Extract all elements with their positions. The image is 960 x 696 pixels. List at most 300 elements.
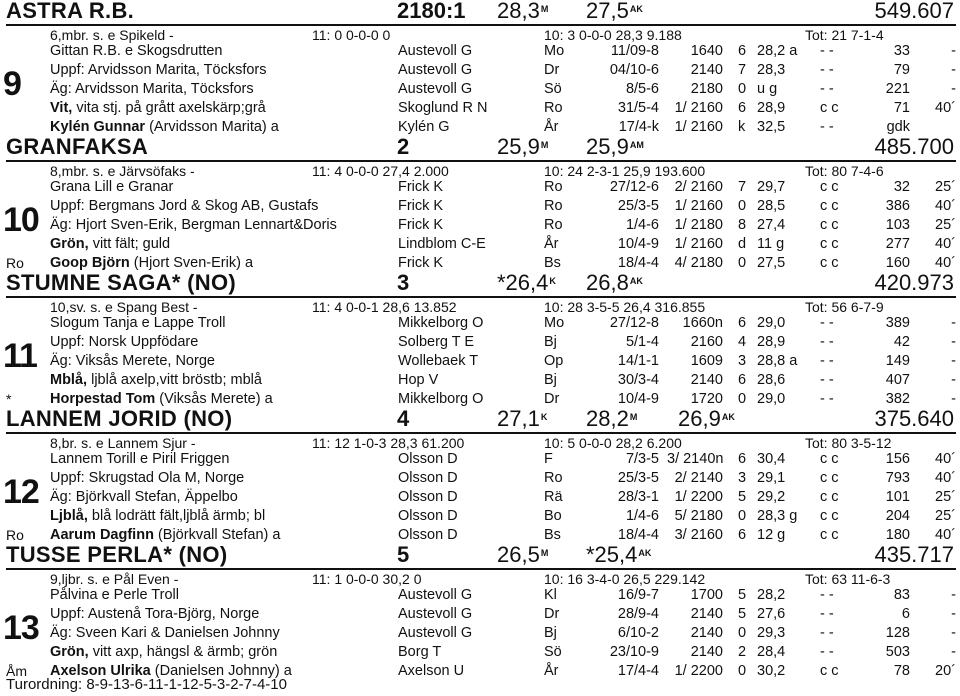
race-line (0, 333, 960, 352)
info-plain: Uppf: Skrugstad Ola M, Norge (50, 470, 245, 486)
finish-position: k (738, 119, 746, 135)
race-distance: 3/ 2160 (674, 527, 723, 543)
record-record2 (586, 542, 651, 567)
race-distance: 1640 (690, 43, 723, 59)
driver-name: Frick K (398, 217, 444, 233)
info-plain: Äg: Arvidsson Marita, Töcksfors (50, 81, 254, 97)
race-line (0, 235, 960, 254)
record-type: M (540, 4, 549, 14)
race-distance: 1/ 2160 (674, 198, 723, 214)
track-code: Bj (544, 625, 557, 641)
track-code: F (544, 451, 553, 467)
race-line (0, 586, 960, 605)
race-distance: 1/ 2200 (674, 489, 723, 505)
shoe-flag: - - (820, 119, 834, 135)
info-rest: vitt fält; guld (88, 236, 171, 252)
shoe-flag: c c (820, 198, 839, 214)
record-type: K (549, 276, 556, 286)
record-type: K (540, 412, 548, 422)
finish-position: 6 (738, 315, 747, 331)
race-date: 7/3-5 (625, 451, 659, 467)
finish-position: 0 (738, 508, 747, 524)
km-time: 27,4 (757, 217, 786, 233)
driver-name: Olsson D (398, 527, 458, 543)
info-text (50, 178, 173, 197)
race-date: 25/3-5 (617, 198, 659, 214)
race-distance: 1609 (690, 353, 723, 369)
prize-money: 40´ (935, 236, 956, 252)
info-text (50, 61, 267, 80)
record-type: M (540, 140, 549, 150)
odds-value: 277 (885, 236, 910, 252)
prize-money: 40´ (935, 451, 956, 467)
record-value: 25,9 (497, 134, 540, 159)
km-time: 27,6 (757, 606, 786, 622)
horse-description: 8,br. s. e Lannem Sjur - (50, 435, 196, 451)
finish-position: 7 (738, 179, 747, 195)
prev-year-stats: 10: 24 2-3-1 25,9 193.600 (544, 163, 706, 179)
info-text (50, 235, 170, 254)
odds-value: 407 (885, 372, 910, 388)
driver-name: Axelson U (398, 663, 465, 679)
odds-value: 128 (885, 625, 910, 641)
race-date: 27/12-6 (609, 179, 659, 195)
finish-position: 6 (738, 451, 747, 467)
race-distance: 3/ 2140n (667, 451, 724, 467)
shoe-flag: - - (820, 81, 834, 97)
record-value: 28,3 (497, 0, 540, 23)
km-time: 29,2 (757, 489, 786, 505)
prize-money: - (951, 62, 956, 78)
start-number: 12 (3, 473, 39, 511)
total-stats: Tot: 21 7-1-4 (805, 27, 884, 43)
start-order-footer: Turordning: 8-9-13-6-11-1-12-5-3-2-7-4-10 (6, 676, 287, 693)
driver-name: Austevoll G (398, 587, 473, 603)
record-value: 27,1 (497, 406, 540, 431)
race-distance: 1/ 2160 (674, 100, 723, 116)
finish-position: 5 (738, 489, 747, 505)
race-distance: 1700 (690, 587, 723, 603)
prize-money: 25´ (935, 179, 956, 195)
start-distance: 2 (397, 134, 410, 159)
km-time: 32,5 (757, 119, 786, 135)
shoe-flag: c c (820, 255, 839, 271)
shoe-flag: - - (820, 625, 834, 641)
track-code: Ro (544, 179, 563, 195)
prev-year-stats: 10: 16 3-4-0 26,5 229.142 (544, 571, 706, 587)
track-code: Kl (544, 587, 557, 603)
race-distance: 5/ 2180 (674, 508, 723, 524)
track-code: Ro (544, 198, 563, 214)
info-rest: blå lodrätt fält,ljblå ärmb; bl (87, 508, 266, 524)
year-stats: 11: 0 0-0-0 0 (312, 27, 391, 43)
horse-description: 6,mbr. s. e Spikeld - (50, 27, 174, 43)
record-type: M (629, 412, 638, 422)
track-code: År (544, 663, 559, 679)
start-number: 10 (3, 201, 39, 239)
race-distance: 1/ 2160 (674, 119, 723, 135)
driver-name: Mikkelborg O (398, 315, 484, 331)
prize-money: - (951, 81, 956, 97)
driver-name: Hop V (398, 372, 439, 388)
horse-name: LANNEM JORID (NO) (6, 406, 233, 431)
prev-year-stats: 10: 5 0-0-0 28,2 6.200 (544, 435, 682, 451)
shoe-flag: - - (820, 391, 834, 407)
finish-position: 7 (738, 62, 747, 78)
info-bold: Mblå, (50, 372, 88, 388)
race-line (0, 61, 960, 80)
race-line (0, 450, 960, 469)
info-text (50, 197, 318, 216)
prize-money: 25´ (935, 489, 956, 505)
record-record1 (497, 134, 548, 159)
info-text (50, 42, 222, 61)
info-rest: (Arvidsson Marita) a (145, 119, 279, 135)
race-date: 1/4-6 (625, 508, 659, 524)
finish-position: 2 (738, 644, 747, 660)
entry-header (0, 542, 960, 567)
race-date: 11/09-8 (610, 43, 659, 59)
km-time: 29,0 (757, 391, 786, 407)
entry-header (0, 270, 960, 295)
track-code: Ro (544, 470, 563, 486)
race-line (0, 99, 960, 118)
race-line (0, 507, 960, 526)
info-text (50, 624, 280, 643)
shoe-flag: - - (820, 315, 834, 331)
info-text (50, 80, 254, 99)
points-total: 485.700 (874, 134, 954, 159)
record-record2 (586, 270, 643, 295)
shoe-flag: c c (820, 217, 839, 233)
prize-money: 40´ (935, 255, 956, 271)
info-rest: (Björkvall Stefan) a (153, 527, 281, 543)
info-text (50, 352, 215, 371)
odds-value: 156 (885, 451, 910, 467)
race-line (0, 605, 960, 624)
race-date: 25/3-5 (617, 470, 659, 486)
prize-money: 40´ (935, 470, 956, 486)
shoe-flag: - - (820, 644, 834, 660)
record-type: AK (638, 548, 652, 558)
race-date: 18/4-4 (617, 527, 659, 543)
prize-money: 25´ (935, 217, 956, 233)
race-line (0, 488, 960, 507)
entry-header (0, 0, 960, 23)
race-distance: 2/ 2160 (674, 179, 723, 195)
row-marker: * (6, 391, 12, 407)
year-stats: 11: 4 0-0-1 28,6 13.852 (312, 299, 457, 315)
record-value: *26,4 (497, 270, 549, 295)
info-plain: Äg: Sveen Kari & Danielsen Johnny (50, 625, 280, 641)
shoe-flag: c c (820, 100, 839, 116)
info-bold: Goop Björn (50, 255, 130, 271)
driver-name: Austevoll G (398, 62, 473, 78)
prize-money: - (951, 587, 956, 603)
total-stats: Tot: 80 3-5-12 (805, 435, 892, 451)
finish-position: 5 (738, 606, 747, 622)
points-total: 375.640 (874, 406, 954, 431)
record-record1 (497, 0, 548, 23)
driver-name: Austevoll G (398, 625, 473, 641)
km-time: 30,4 (757, 451, 786, 467)
race-distance: 1/ 2160 (674, 236, 723, 252)
shoe-flag: c c (820, 179, 839, 195)
driver-name: Olsson D (398, 489, 458, 505)
record-value: 28,2 (586, 406, 629, 431)
prev-year-stats: 10: 3 0-0-0 28,3 9.188 (544, 27, 682, 43)
record-value: 26,5 (497, 542, 540, 567)
info-text (50, 586, 179, 605)
info-bold: Vit, (50, 100, 73, 116)
finish-position: 0 (738, 391, 747, 407)
info-bold: Horpestad Tom (50, 391, 156, 407)
record-type: AK (629, 4, 643, 14)
driver-name: Skoglund R N (398, 100, 488, 116)
year-stats: 11: 12 1-0-3 28,3 61.200 (312, 435, 465, 451)
race-date: 6/10-2 (617, 625, 659, 641)
race-date: 28/9-4 (617, 606, 659, 622)
odds-value: 386 (885, 198, 910, 214)
finish-position: 0 (738, 81, 747, 97)
info-bold: Grön, (50, 236, 89, 252)
info-text (50, 216, 337, 235)
race-distance: 4/ 2180 (674, 255, 723, 271)
info-rest: vita stj. på grått axelskärp;grå (72, 100, 266, 116)
info-plain: Uppf: Bergmans Jord & Skog AB, Gustafs (50, 198, 319, 214)
info-rest: (Viksås Merete) a (155, 391, 273, 407)
header-rule (6, 160, 956, 162)
row-marker: Ro (6, 527, 24, 543)
shoe-flag: c c (820, 527, 839, 543)
finish-position: 3 (738, 353, 747, 369)
horse-description: 10,sv. s. e Spang Best - (50, 299, 198, 315)
info-rest: (Danielsen Johnny) a (150, 663, 292, 679)
finish-position: d (738, 236, 747, 252)
race-date: 14/1-1 (617, 353, 659, 369)
prize-money: - (951, 372, 956, 388)
points-total: 435.717 (874, 542, 954, 567)
finish-position: 0 (738, 625, 747, 641)
race-line (0, 371, 960, 390)
track-code: Bs (544, 255, 561, 271)
prize-money: - (951, 606, 956, 622)
prize-money: - (951, 391, 956, 407)
shoe-flag: c c (820, 489, 839, 505)
prize-money: 25´ (935, 508, 956, 524)
year-stats: 11: 4 0-0-0 27,4 2.000 (312, 163, 449, 179)
driver-name: Olsson D (398, 451, 458, 467)
race-line (0, 352, 960, 371)
driver-name: Mikkelborg O (398, 391, 484, 407)
km-time: 29,1 (757, 470, 786, 486)
total-stats: Tot: 63 11-6-3 (805, 571, 891, 587)
prize-money: - (951, 625, 956, 641)
driver-name: Kylén G (398, 119, 450, 135)
race-distance: 2180 (690, 81, 723, 97)
race-date: 31/5-4 (617, 100, 659, 116)
horse-name: TUSSE PERLA* (NO) (6, 542, 228, 567)
race-line (0, 42, 960, 61)
track-code: Dr (544, 391, 560, 407)
race-distance: 1720 (690, 391, 723, 407)
record-type: AK (721, 412, 735, 422)
race-distance: 2140 (690, 372, 723, 388)
prize-money: - (951, 353, 956, 369)
info-bold: Ljblå, (50, 508, 88, 524)
info-text (50, 488, 238, 507)
race-distance: 1/ 2200 (674, 663, 723, 679)
race-line (0, 624, 960, 643)
race-line (0, 314, 960, 333)
driver-name: Olsson D (398, 470, 458, 486)
shoe-flag: c c (820, 663, 839, 679)
driver-name: Wollebaek T (398, 353, 479, 369)
start-distance: 2180:1 (397, 0, 466, 23)
track-code: År (544, 236, 559, 252)
race-date: 16/9-7 (617, 587, 659, 603)
info-text (50, 643, 277, 662)
record-value: 26,8 (586, 270, 629, 295)
info-plain: Uppf: Norsk Uppfödare (50, 334, 199, 350)
record-type: AK (629, 276, 643, 286)
total-stats: Tot: 80 7-4-6 (805, 163, 884, 179)
prize-money: - (951, 43, 956, 59)
info-text (50, 469, 244, 488)
shoe-flag: - - (820, 43, 834, 59)
start-distance: 5 (397, 542, 410, 567)
finish-position: 3 (738, 470, 747, 486)
finish-position: 8 (738, 217, 747, 233)
horse-description: 9,ljbr. s. e Pål Even - (50, 571, 179, 587)
km-time: 28,8 a (757, 353, 798, 369)
race-date: 10/4-9 (617, 391, 659, 407)
race-line (0, 216, 960, 235)
odds-value: 503 (885, 644, 910, 660)
track-code: Sö (544, 81, 562, 97)
prize-money: - (951, 334, 956, 350)
shoe-flag: - - (820, 372, 834, 388)
prize-money: - (951, 315, 956, 331)
info-plain: Pålvina e Perle Troll (50, 587, 179, 603)
km-time: 28,5 (757, 198, 786, 214)
info-plain: Lannem Torill e Piril Friggen (50, 451, 230, 467)
info-plain: Äg: Hjort Sven-Erik, Bergman Lennart&Doris (50, 217, 337, 233)
record-type: M (540, 548, 549, 558)
race-date: 30/3-4 (617, 372, 659, 388)
info-plain: Uppf: Arvidsson Marita, Töcksfors (50, 62, 267, 78)
km-time: 28,4 (757, 644, 786, 660)
info-text (50, 314, 225, 333)
race-date: 18/4-4 (617, 255, 659, 271)
track-code: Bj (544, 334, 557, 350)
race-date: 17/4-4 (617, 663, 659, 679)
finish-position: 0 (738, 663, 747, 679)
info-text (50, 371, 262, 390)
race-distance: 2/ 2140 (674, 470, 723, 486)
prev-year-stats: 10: 28 3-5-5 26,4 316.855 (544, 299, 706, 315)
shoe-flag: c c (820, 236, 839, 252)
odds-value: 83 (893, 587, 910, 603)
finish-position: 6 (738, 43, 747, 59)
track-code: Op (544, 353, 564, 369)
points-total: 549.607 (874, 0, 954, 23)
finish-position: 0 (738, 198, 747, 214)
km-time: 28,3 (757, 62, 786, 78)
record-record2 (586, 406, 637, 431)
shoe-flag: - - (820, 606, 834, 622)
race-date: 17/4-k (618, 119, 659, 135)
km-time: 28,6 (757, 372, 786, 388)
km-time: 28,9 (757, 334, 786, 350)
driver-name: Solberg T E (398, 334, 475, 350)
race-line (0, 178, 960, 197)
info-plain: Slogum Tanja e Lappe Troll (50, 315, 226, 331)
horse-name: ASTRA R.B. (6, 0, 135, 23)
driver-name: Lindblom C-E (398, 236, 486, 252)
info-rest: (Hjort Sven-Erik) a (129, 255, 254, 271)
race-distance: 2140 (690, 644, 723, 660)
odds-value: 79 (893, 62, 910, 78)
race-date: 28/3-1 (617, 489, 659, 505)
odds-value: 101 (885, 489, 910, 505)
finish-position: 6 (738, 527, 747, 543)
km-time: 27,5 (757, 255, 786, 271)
record-value: *25,4 (586, 542, 638, 567)
track-code: Bs (544, 527, 561, 543)
horse-description: 8,mbr. s. e Järvsöfaks - (50, 163, 195, 179)
track-code: Mo (544, 315, 565, 331)
record-type: AM (629, 140, 644, 150)
race-date: 1/4-6 (625, 217, 659, 233)
track-code: Dr (544, 606, 560, 622)
year-stats: 11: 1 0-0-0 30,2 0 (312, 571, 422, 587)
info-bold: Aarum Dagfinn (50, 527, 154, 543)
record-record2 (586, 0, 643, 23)
shoe-flag: - - (820, 62, 834, 78)
km-time: u g (757, 81, 778, 97)
odds-value: 32 (893, 179, 910, 195)
race-line (0, 197, 960, 216)
record-value: 26,9 (678, 406, 721, 431)
finish-position: 6 (738, 372, 747, 388)
driver-name: Austevoll G (398, 43, 473, 59)
info-text (50, 99, 266, 118)
driver-name: Frick K (398, 255, 444, 271)
odds-value: 42 (893, 334, 910, 350)
prize-money: 40´ (935, 527, 956, 543)
total-stats: Tot: 56 6-7-9 (805, 299, 884, 315)
record-record2 (586, 134, 644, 159)
odds-value: 103 (885, 217, 910, 233)
odds-value: 221 (885, 81, 910, 97)
track-code: Bj (544, 372, 557, 388)
driver-name: Austevoll G (398, 606, 473, 622)
race-line (0, 80, 960, 99)
entry-header (0, 134, 960, 159)
km-time: 11 g (757, 236, 785, 252)
race-date: 8/5-6 (625, 81, 659, 97)
race-distance: 2160 (690, 334, 723, 350)
odds-value: 382 (885, 391, 910, 407)
race-date: 10/4-9 (617, 236, 659, 252)
start-distance: 4 (397, 406, 410, 431)
header-rule (6, 296, 956, 298)
race-line (0, 469, 960, 488)
odds-value: 204 (885, 508, 910, 524)
track-code: År (544, 119, 559, 135)
info-text (50, 605, 259, 624)
